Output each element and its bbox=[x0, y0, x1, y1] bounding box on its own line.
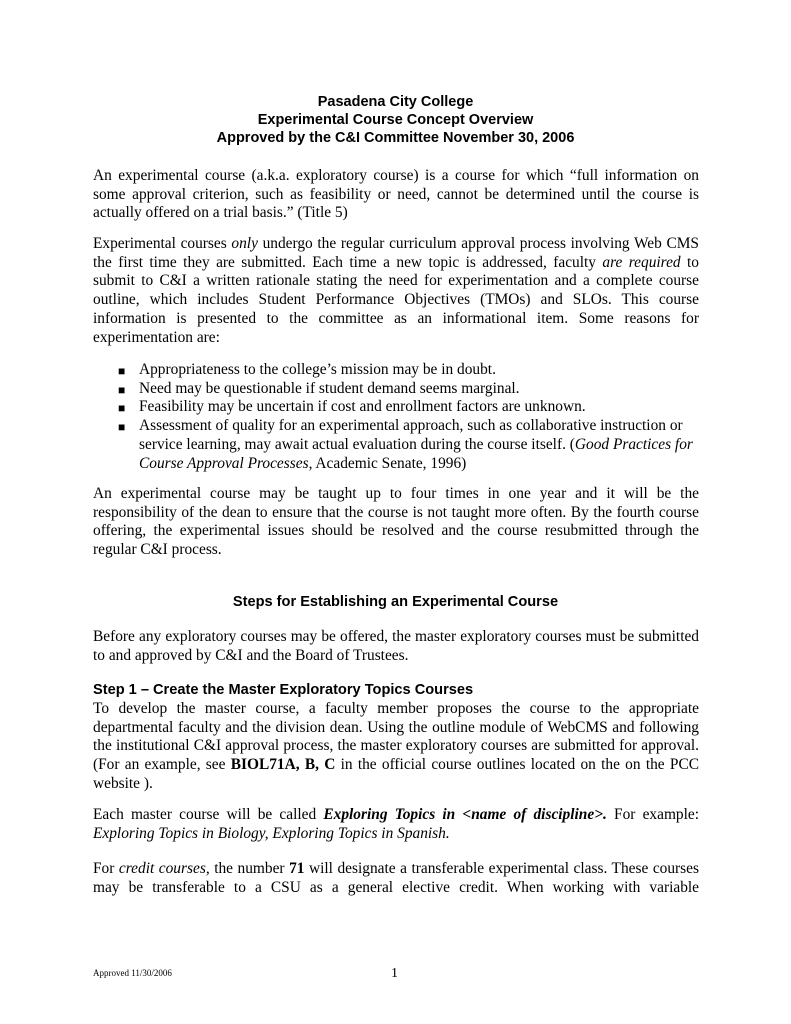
step1-heading: Step 1 – Create the Master Exploratory Topics Courses bbox=[93, 682, 474, 698]
square-bullet-icon: ■ bbox=[118, 401, 126, 416]
credit-paragraph bbox=[93, 860, 699, 897]
before-text: Before any exploratory courses may be offered, the master exploratory courses must be submitted to and approved by C&I and the Board of Trustees. bbox=[93, 628, 699, 664]
naming-paragraph bbox=[93, 806, 699, 843]
reason-text: Assessment of quality for an experimental approach, such as collaborative instruction or service learning, may await actual evaluation during the course itself. ( bbox=[139, 417, 683, 453]
step1-text-a: To develop the master course, a faculty member proposes the course to the appropriate departmental faculty and the division dean. Using the outline module of WebCMS and following the institutional C&I approval process, the master exploratory courses are submitted for approval. (For an example, see bbox=[93, 700, 699, 774]
intro-paragraph bbox=[93, 167, 699, 223]
process-text-a: Experimental courses bbox=[93, 235, 232, 252]
before-paragraph bbox=[93, 628, 699, 665]
page-number: 1 bbox=[391, 966, 398, 981]
credit-text-c: will designate a transferable experimental class. These courses may be transferable to a CSU as a general elective credit. When working with variable bbox=[93, 860, 699, 896]
reason-text: Feasibility may be uncertain if cost and enrollment factors are unknown. bbox=[139, 398, 586, 416]
citation-source: , Academic Senate, 1996) bbox=[308, 454, 467, 472]
square-bullet-icon: ■ bbox=[118, 364, 126, 378]
limits-text: An experimental course may be taught up to four times in one year and it will be the responsibility of the dean to ensure that the course is not taught more often. By the fourth course offering, the experimental issues should be resolved and the course resubmitted through the regular C&I process. bbox=[93, 485, 699, 559]
reasons-list bbox=[93, 361, 699, 473]
intro-text: An experimental course (a.k.a. exploratory course) is a course for which “full information on some approval criterion, such as feasibility or need, cannot be determined until the course is actually offered on a trial basis.” (Title 5) bbox=[93, 167, 699, 222]
process-text-c: to submit to C&I a written rationale stating the need for experimentation and a complete course outline, which includes Student Performance Objectives (TMOs) and SLOs. This course information is presented to the committee as an informational item. Some reasons for experimentation are: bbox=[93, 253, 699, 346]
square-bullet-icon: ■ bbox=[118, 420, 126, 435]
list-item bbox=[93, 417, 699, 473]
square-bullet-icon: ■ bbox=[118, 382, 126, 397]
credit-text-a: For bbox=[93, 860, 119, 877]
course-code: BIOL71A, B, C bbox=[230, 756, 336, 774]
citation-title: Good Practices for Course Approval Processes bbox=[139, 435, 693, 472]
list-item bbox=[93, 398, 699, 417]
emphasis-only: only bbox=[231, 235, 258, 252]
course-number: 71 bbox=[289, 860, 305, 877]
process-text-b: undergo the regular curriculum approval process involving Web CMS the first time they are submitted. Each time a new topic is addressed, faculty bbox=[93, 235, 699, 271]
approval-line: Approved by the C&I Committee November 30, 2006 bbox=[216, 130, 575, 146]
footer-approved: Approved 11/30/2006 bbox=[93, 968, 172, 978]
credit-text-b: , the number bbox=[205, 860, 290, 877]
college-name: Pasadena City College bbox=[317, 94, 474, 110]
credit-courses-term: credit courses bbox=[118, 860, 206, 877]
section-heading: Steps for Establishing an Experimental Course bbox=[232, 594, 559, 610]
naming-examples: Exploring Topics in Biology, Exploring Topics in Spanish. bbox=[93, 824, 450, 842]
list-item bbox=[93, 361, 699, 380]
process-paragraph bbox=[93, 235, 699, 347]
course-name-pattern: Exploring Topics in <name of discipline>. bbox=[323, 806, 607, 823]
naming-text-a: Each master course will be called bbox=[93, 806, 324, 823]
step1-paragraph bbox=[93, 700, 699, 794]
step1-text-b: in the official course outlines located on the on the PCC website ). bbox=[93, 756, 699, 792]
document-title: Experimental Course Concept Overview bbox=[257, 112, 534, 128]
naming-text-b: For example: bbox=[606, 806, 700, 823]
reason-text: Appropriateness to the college’s mission may be in doubt. bbox=[139, 361, 496, 378]
emphasis-required: are required bbox=[602, 253, 681, 271]
list-item bbox=[93, 380, 699, 399]
reason-text: Need may be questionable if student demand seems marginal. bbox=[139, 379, 520, 397]
limits-paragraph bbox=[93, 485, 699, 560]
